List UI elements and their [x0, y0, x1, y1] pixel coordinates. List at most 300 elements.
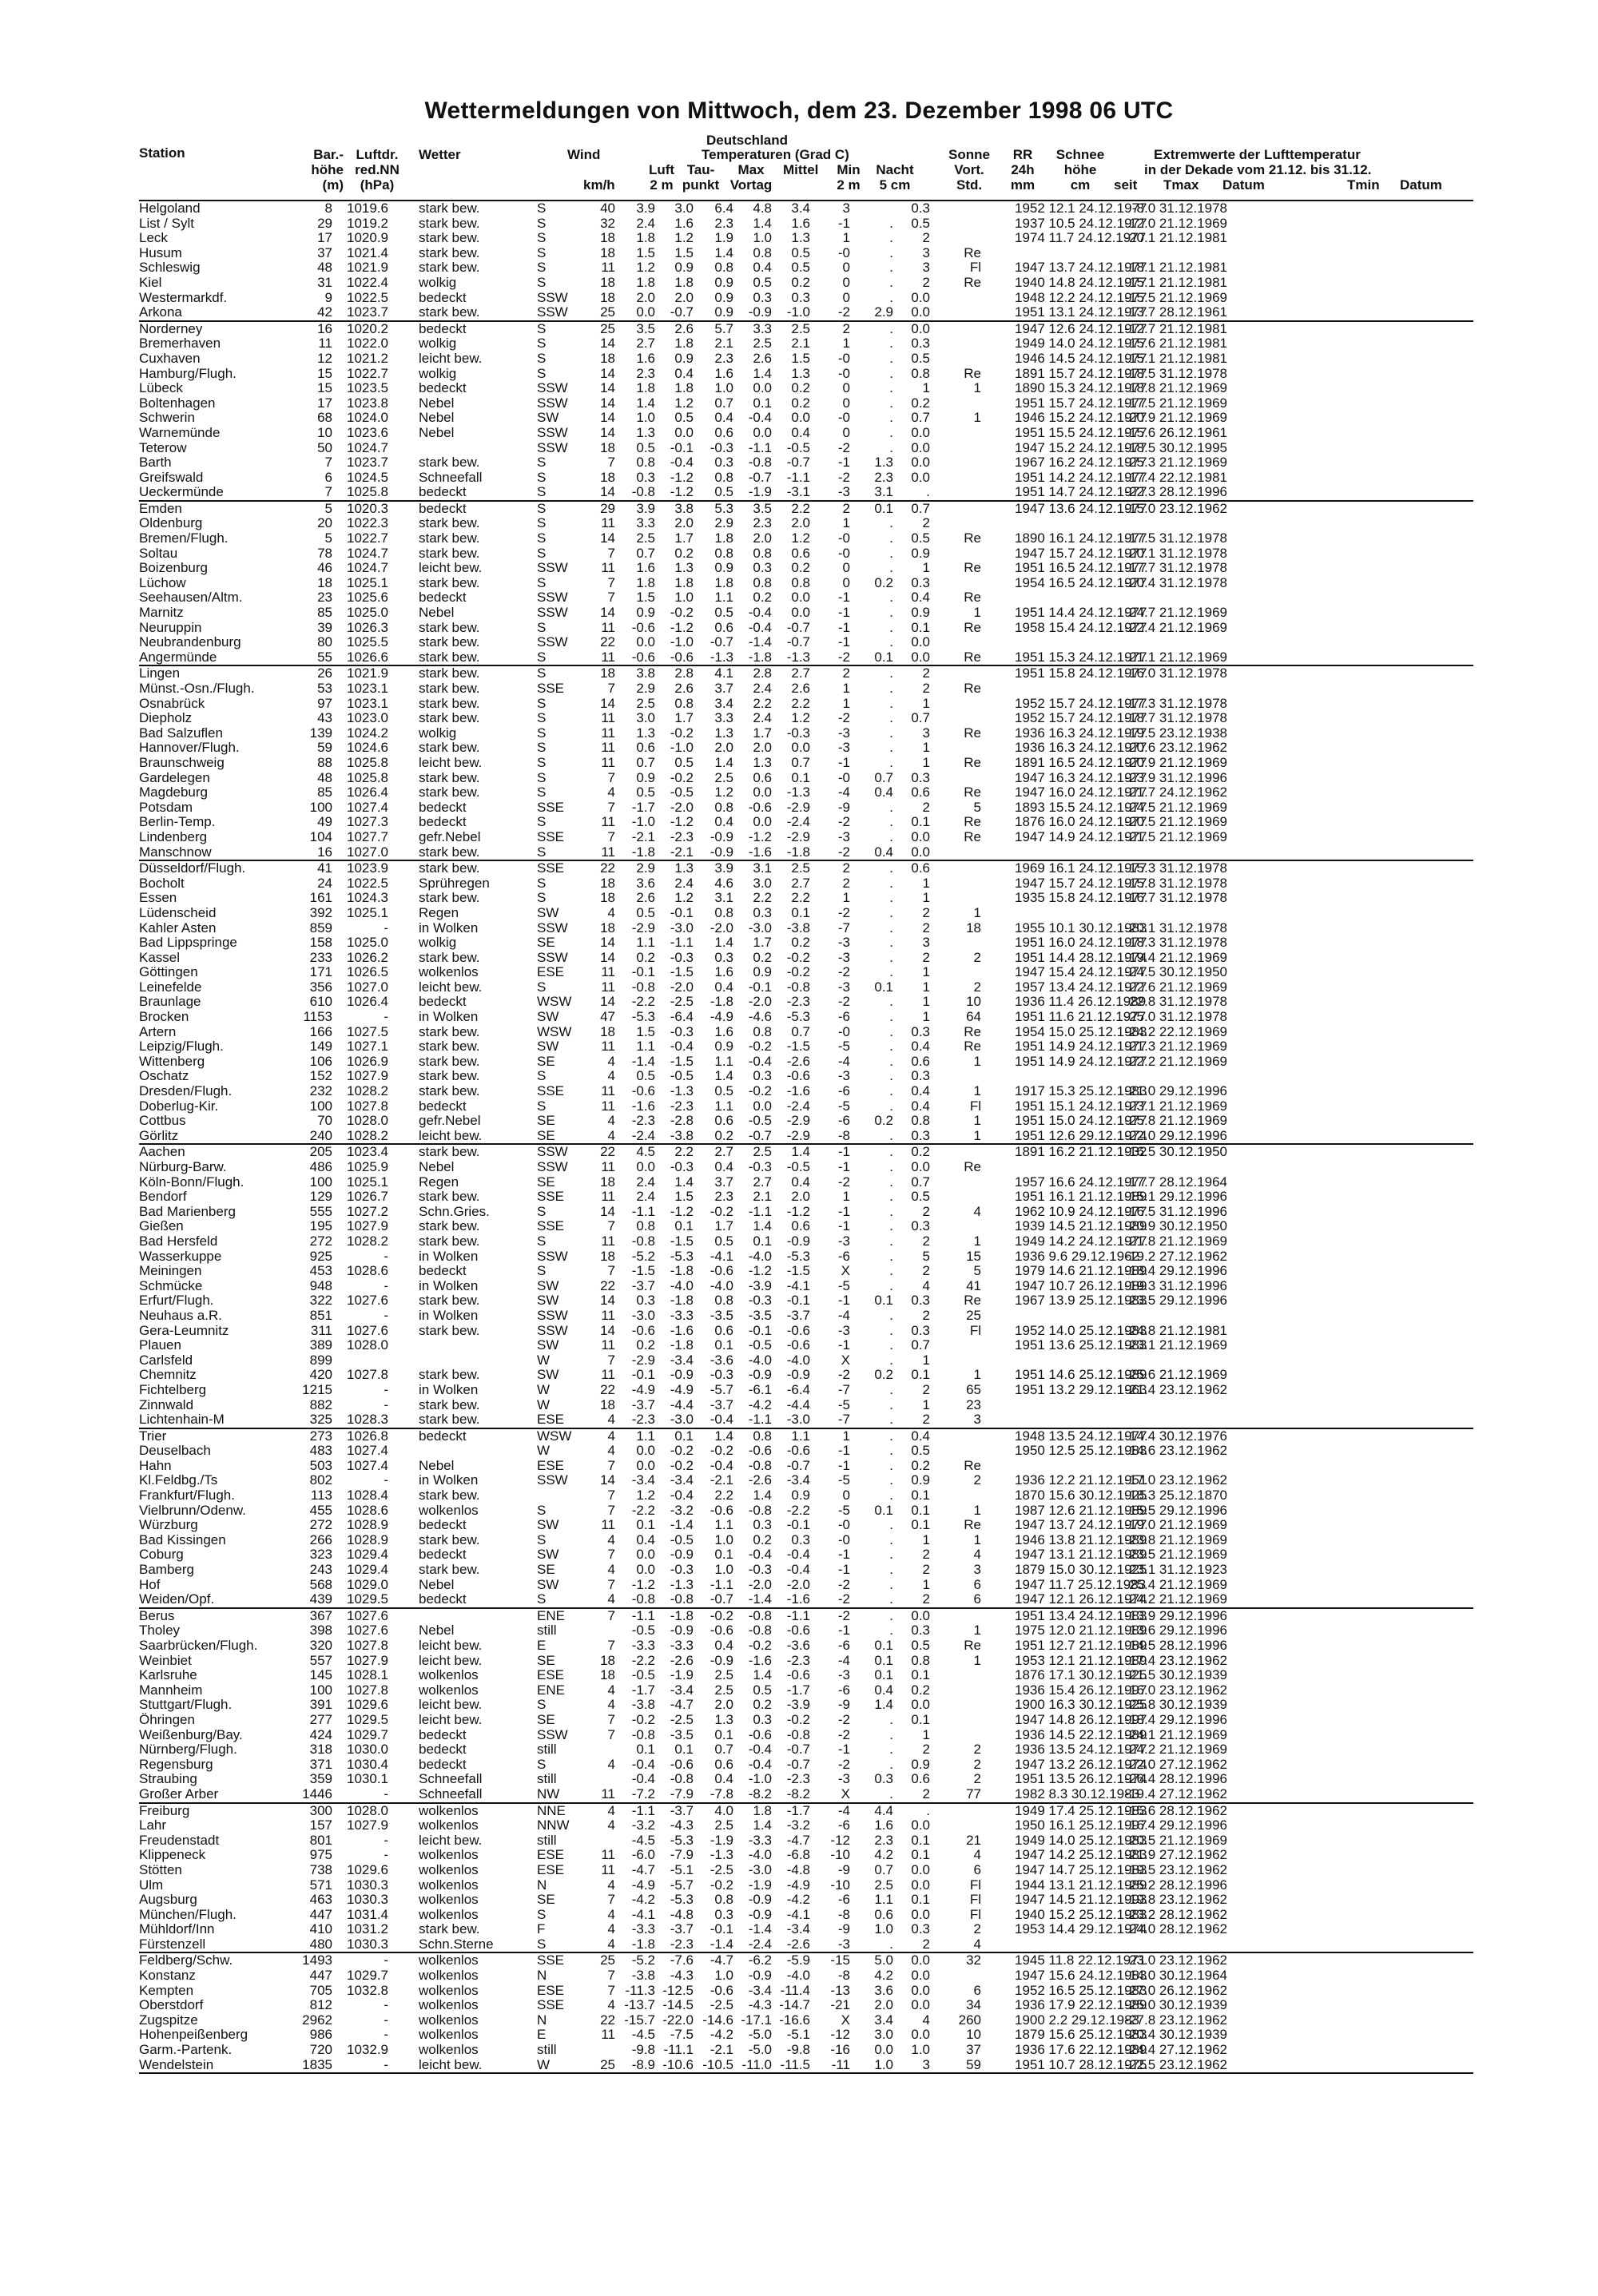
dew-point: -1.1	[670, 935, 694, 951]
station-name: Weinbiet	[139, 1652, 192, 1668]
station-name: Bad Hersfeld	[139, 1233, 218, 1249]
extreme-min: -20.4 31.12.1978	[1124, 574, 1227, 590]
weather: bedeckt	[419, 1756, 467, 1772]
min-2m: 0.1	[791, 904, 810, 920]
wind-direction: ESE	[537, 1847, 565, 1863]
precip: 0.0	[911, 469, 930, 485]
extreme-min: -18.5 30.12.1995	[1124, 439, 1227, 455]
barometer-height: 26	[317, 665, 332, 681]
mean-prev: -0.7	[748, 1127, 772, 1143]
max-prev: -0.3	[710, 1367, 733, 1383]
temp-air: 2.6	[636, 890, 655, 906]
dew-point: 0.1	[674, 1428, 694, 1444]
pressure: 1024.7	[347, 560, 388, 576]
station-name: Garm.-Partenk.	[139, 2042, 233, 2058]
dew-point: 0.4	[674, 365, 694, 381]
wind-speed: 14	[600, 1472, 615, 1488]
pressure: 1024.0	[347, 410, 388, 426]
temp-air: 1.6	[636, 350, 655, 366]
wind-direction: ENE	[537, 1607, 565, 1623]
table-row	[139, 1772, 1473, 1787]
min-5cm: -3	[837, 1667, 850, 1683]
precip: 0.0	[911, 828, 930, 844]
barometer-height: 705	[309, 1982, 332, 1998]
barometer-height: 1835	[302, 2056, 332, 2072]
wind-speed: 14	[600, 395, 615, 411]
station-name: Lahr	[139, 1817, 167, 1833]
precip: 0.0	[911, 304, 930, 320]
wind-direction: W	[537, 1396, 551, 1412]
min-5cm: -1	[837, 1203, 850, 1219]
table-row	[139, 830, 1473, 845]
mean-prev: -0.6	[748, 1443, 772, 1459]
min-2m: -8.2	[786, 1786, 810, 1801]
min-2m: 0.4	[791, 424, 810, 440]
min-5cm: -0	[837, 410, 850, 426]
sunshine: .	[889, 365, 893, 381]
table-row	[139, 650, 1473, 665]
station-name: Frankfurt/Flugh.	[139, 1488, 235, 1504]
min-2m: -5.3	[786, 1248, 810, 1264]
extreme-max: 1951 15.1 24.12.1977	[1015, 1098, 1147, 1114]
min-2m: 1.1	[791, 1428, 810, 1444]
table-row	[139, 1563, 1473, 1578]
sunshine: .	[889, 1053, 893, 1069]
extreme-min: -21.7 24.12.1962	[1124, 785, 1227, 800]
station-name: Kassel	[139, 949, 181, 965]
min-2m: -4.0	[786, 1968, 810, 1984]
mean-prev: 0.8	[753, 574, 772, 590]
dew-point: -0.7	[670, 304, 694, 320]
extreme-min: -14.5 28.12.1996	[1124, 1638, 1227, 1653]
dew-point: -3.3	[670, 1638, 694, 1653]
temp-air: -1.8	[631, 1936, 655, 1952]
sunshine: 5.0	[874, 1952, 893, 1968]
barometer-height: 59	[317, 740, 332, 756]
extreme-min: -20.5 21.12.1969	[1124, 814, 1227, 830]
precip: 0.1	[911, 1667, 930, 1683]
barometer-height: 610	[309, 994, 332, 1010]
precip: 0.0	[911, 1982, 930, 1998]
extreme-max: 1967 13.9 25.12.1983	[1015, 1293, 1147, 1309]
extreme-min: -18.8 21.12.1969	[1124, 380, 1227, 396]
barometer-height: 455	[309, 1502, 332, 1518]
weather: wolkenlos	[419, 2042, 479, 2058]
wind-direction: S	[537, 1233, 547, 1249]
weather: stark bew.	[419, 949, 480, 965]
station-name: Hamburg/Flugh.	[139, 365, 237, 381]
barometer-height: 463	[309, 1892, 332, 1908]
table-row	[139, 1084, 1473, 1099]
table-row	[139, 352, 1473, 367]
dew-point: -1.0	[670, 740, 694, 756]
extreme-max: 1951 14.4 24.12.1977	[1015, 605, 1147, 621]
min-2m: 3.4	[791, 201, 810, 216]
temp-air: -0.4	[631, 1771, 655, 1787]
table-row	[139, 1953, 1473, 1968]
pressure: 1021.9	[347, 260, 388, 276]
max-prev: 3.4	[714, 695, 733, 711]
wind-speed: 18	[600, 350, 615, 366]
dew-point: -0.6	[670, 649, 694, 665]
barometer-height: 232	[309, 1083, 332, 1099]
temp-air: 1.3	[636, 424, 655, 440]
extreme-max: 1936 11.4 26.12.1989	[1015, 994, 1147, 1010]
weather: Schneefall	[419, 1771, 483, 1787]
sunshine: 1.1	[874, 1892, 893, 1908]
wind-speed: 22	[600, 1144, 615, 1160]
precip: 0.8	[911, 1113, 930, 1129]
header-sonne-line3: Std.	[956, 177, 983, 193]
mean-prev: 0.2	[753, 1697, 772, 1713]
extreme-max: 1950 16.1 25.12.1997	[1015, 1817, 1147, 1833]
wind-speed: 11	[601, 710, 615, 726]
barometer-height: 555	[309, 1203, 332, 1219]
min-5cm: -1	[837, 1457, 850, 1473]
weather: bedeckt	[419, 590, 467, 606]
sunshine: 2.3	[874, 1832, 893, 1848]
max-prev: 0.9	[714, 289, 733, 305]
precip: 0.3	[911, 574, 930, 590]
extreme-max: 1870 15.6 30.12.1925	[1015, 1488, 1147, 1504]
wind-direction: S	[537, 530, 547, 546]
station-group	[139, 1952, 1473, 2074]
barometer-height: 2962	[302, 2012, 332, 2028]
min-5cm: -2	[837, 1367, 850, 1383]
station-name: Leinefelde	[139, 979, 202, 995]
wind-speed: 4	[607, 1802, 615, 1818]
temp-air: 0.3	[636, 469, 655, 485]
extreme-max: 1951 14.9 24.12.1977	[1015, 1039, 1147, 1055]
weather: stark bew.	[419, 1322, 480, 1338]
dew-point: 1.3	[674, 560, 694, 576]
min-2m: -2.4	[786, 814, 810, 830]
dew-point: 1.5	[674, 1189, 694, 1205]
snow: 4	[973, 1547, 981, 1563]
barometer-height: 55	[317, 649, 332, 665]
wind-direction: S	[537, 710, 547, 726]
min-5cm: 2	[842, 320, 850, 336]
temp-air: 2.5	[636, 530, 655, 546]
precip: 0.5	[911, 215, 930, 231]
weather: bedeckt	[419, 1726, 467, 1742]
extreme-max: 1951 13.5 26.12.1974	[1015, 1771, 1147, 1787]
mean-prev: 1.4	[753, 1218, 772, 1234]
precip: 3	[922, 725, 930, 741]
weather: wolkenlos	[419, 1817, 479, 1833]
max-prev: 1.9	[714, 230, 733, 246]
pressure: 1024.5	[347, 469, 388, 485]
temp-air: -5.2	[631, 1248, 655, 1264]
wind-speed: 14	[600, 1322, 615, 1338]
dew-point: -0.6	[670, 1756, 694, 1772]
extreme-max: 1940 15.2 25.12.1983	[1015, 1906, 1147, 1922]
table-row	[139, 1309, 1473, 1324]
weather: in Wolken	[419, 1248, 479, 1264]
min-5cm: 2	[842, 875, 850, 891]
extreme-max: 1947 14.9 24.12.1977	[1015, 828, 1147, 844]
extreme-min: -22.2 21.12.1969	[1124, 1053, 1227, 1069]
sunshine: .	[889, 1428, 893, 1444]
min-5cm: 2	[842, 500, 850, 516]
min-5cm: -1	[837, 1293, 850, 1309]
station-name: Vielbrunn/Odenw.	[139, 1502, 246, 1518]
max-prev: -0.9	[710, 844, 733, 860]
temp-air: 2.5	[636, 695, 655, 711]
extreme-max: 1951 16.0 24.12.1977	[1015, 935, 1147, 951]
min-5cm: 1	[842, 515, 850, 531]
pressure: -	[384, 1381, 388, 1397]
snow: 1	[973, 1233, 981, 1249]
weather: leicht bew.	[419, 979, 483, 995]
wind-direction: S	[537, 740, 547, 756]
pressure: 1026.7	[347, 1189, 388, 1205]
pressure: 1027.4	[347, 1457, 388, 1473]
dew-point: -1.3	[670, 1576, 694, 1592]
table-row	[139, 1412, 1473, 1428]
header-rr	[1004, 147, 1042, 193]
weather: wolkenlos	[419, 1982, 479, 1998]
table-row	[139, 1758, 1473, 1773]
weather: Sprühregen	[419, 875, 490, 891]
sunshine: 1.3	[874, 455, 893, 471]
station-name: Boizenburg	[139, 560, 209, 576]
table-row	[139, 276, 1473, 291]
wind-direction: SSW	[537, 289, 568, 305]
precip: 0.7	[911, 1174, 930, 1190]
dew-point: 1.8	[674, 274, 694, 290]
snow: 23	[966, 1396, 981, 1412]
barometer-height: 391	[309, 1697, 332, 1713]
extreme-max: 1893 15.5 24.12.1977	[1015, 799, 1147, 815]
table-row	[139, 1908, 1473, 1923]
max-prev: 2.0	[714, 1697, 733, 1713]
min-5cm: -6	[837, 1817, 850, 1833]
barometer-height: 300	[309, 1802, 332, 1818]
wind-speed: 7	[607, 574, 615, 590]
dew-point: -1.2	[670, 469, 694, 485]
table-row	[139, 426, 1473, 441]
min-2m: -0.7	[786, 619, 810, 635]
min-2m: -0.8	[786, 1726, 810, 1742]
mean-prev: 0.3	[753, 1517, 772, 1533]
pressure: -	[384, 920, 388, 935]
sunshine: .	[889, 665, 893, 681]
min-2m: 0.0	[791, 590, 810, 606]
mean-prev: 0.6	[753, 769, 772, 785]
extreme-min: -20.5 21.12.1969	[1124, 1832, 1227, 1848]
max-prev: 1.0	[714, 1562, 733, 1578]
extreme-min: -12.0 21.12.1969	[1124, 215, 1227, 231]
barometer-height: 812	[309, 1997, 332, 2013]
pressure: 1023.1	[347, 695, 388, 711]
max-prev: -0.7	[710, 634, 733, 650]
sunshine: .	[889, 740, 893, 756]
table-row	[139, 1069, 1473, 1084]
min-5cm: 1	[842, 1428, 850, 1444]
min-2m: 0.2	[791, 935, 810, 951]
mean-prev: -0.5	[748, 1337, 772, 1353]
pressure: 1025.8	[347, 754, 388, 770]
wind-direction: S	[537, 1697, 547, 1713]
sunshine: .	[889, 964, 893, 980]
min-2m: -4.0	[786, 1352, 810, 1368]
precip: 1	[922, 994, 930, 1010]
sunshine: .	[889, 560, 893, 576]
min-2m: -0.3	[786, 725, 810, 741]
weather: stark bew.	[419, 649, 480, 665]
station-name: Stuttgart/Flugh.	[139, 1697, 233, 1713]
pressure: 1028.2	[347, 1127, 388, 1143]
min-5cm: -5	[837, 1039, 850, 1055]
precip: 0.5	[911, 530, 930, 546]
dew-point: -5.7	[670, 1877, 694, 1893]
min-2m: -4.4	[786, 1396, 810, 1412]
pressure: 1022.5	[347, 289, 388, 305]
table-row	[139, 1533, 1473, 1548]
min-5cm: 2	[842, 665, 850, 681]
extreme-max: 1957 13.4 24.12.1977	[1015, 979, 1147, 995]
mean-prev: -0.2	[748, 1083, 772, 1099]
extreme-max: 1982 8.3 30.12.1983	[1015, 1786, 1139, 1801]
barometer-height: 557	[309, 1652, 332, 1668]
table-row	[139, 455, 1473, 471]
header-bar-line1: Bar.-	[313, 147, 344, 162]
wind-speed: 14	[600, 336, 615, 352]
extreme-max: 1946 13.8 21.12.1989	[1015, 1531, 1147, 1547]
barometer-height: 371	[309, 1756, 332, 1772]
wind-direction: SSW	[537, 1248, 568, 1264]
weather: stark bew.	[419, 665, 480, 681]
min-5cm: 1	[842, 695, 850, 711]
wind-direction: S	[537, 875, 547, 891]
weather: wolkig	[419, 336, 457, 352]
temp-air: 1.1	[636, 1039, 655, 1055]
mean-prev: 0.5	[753, 1682, 772, 1698]
station-name: Fürstenzell	[139, 1936, 206, 1952]
extreme-min: -23.1 21.12.1969	[1124, 1098, 1227, 1114]
pressure: -	[384, 1847, 388, 1863]
wind-direction: SW	[537, 904, 559, 920]
extreme-max: 1951 14.4 28.12.1974	[1015, 949, 1147, 965]
dew-point: 1.7	[674, 530, 694, 546]
min-5cm: -1	[837, 1547, 850, 1563]
station-name: Bad Kissingen	[139, 1531, 226, 1547]
barometer-height: 100	[309, 799, 332, 815]
sunshine: .	[889, 230, 893, 246]
sunshine: .	[889, 814, 893, 830]
barometer-height: 899	[309, 1352, 332, 1368]
header-dekade: in der Dekade vom 21.12. bis 31.12.	[1144, 162, 1372, 177]
mean-prev: -2.0	[748, 994, 772, 1010]
min-2m: -0.6	[786, 1322, 810, 1338]
weather: Nebel	[419, 1457, 455, 1473]
extreme-max: 1947 15.2 24.12.1977	[1015, 439, 1147, 455]
pressure: 1024.3	[347, 890, 388, 906]
weather: bedeckt	[419, 1742, 467, 1758]
min-5cm: -9	[837, 1697, 850, 1713]
weather: Regen	[419, 1174, 459, 1190]
pressure: 1027.4	[347, 799, 388, 815]
wind-direction: S	[537, 1936, 547, 1952]
weather: Schn.Gries.	[419, 1203, 490, 1219]
min-2m: 2.2	[791, 500, 810, 516]
precip: 0.0	[911, 1607, 930, 1623]
station-group	[139, 665, 1473, 860]
max-prev: -3.6	[710, 1352, 733, 1368]
min-2m: -2.3	[786, 1771, 810, 1787]
table-row	[139, 216, 1473, 232]
snow: Re	[964, 754, 981, 770]
wind-speed: 22	[600, 1277, 615, 1293]
wind-direction: SE	[537, 1652, 555, 1668]
extreme-max: 1952 15.7 24.12.1977	[1015, 695, 1147, 711]
pressure: 1028.0	[347, 1802, 388, 1818]
extreme-max: 1947 11.7 25.12.1983	[1015, 1576, 1147, 1592]
precip: 0.7	[911, 710, 930, 726]
table-row	[139, 531, 1473, 546]
dew-point: -5.3	[670, 1892, 694, 1908]
table-row	[139, 516, 1473, 531]
min-2m: -0.2	[786, 949, 810, 965]
max-prev: -0.7	[710, 1591, 733, 1607]
snow: 37	[966, 2042, 981, 2058]
wind-direction: SSE	[537, 860, 565, 876]
snow: 4	[973, 1203, 981, 1219]
wind-direction: SW	[537, 410, 559, 426]
wind-speed: 7	[607, 1263, 615, 1279]
station-group	[139, 1607, 1473, 1802]
weather: leicht bew.	[419, 1697, 483, 1713]
sunshine: .	[889, 1322, 893, 1338]
min-2m: -0.2	[786, 964, 810, 980]
table-row	[139, 800, 1473, 816]
sunshine: 3.6	[874, 1982, 893, 1998]
precip: 1	[922, 1009, 930, 1025]
station-name: Leipzig/Flugh.	[139, 1039, 224, 1055]
precip: 0.9	[911, 1756, 930, 1772]
dew-point: -22.0	[662, 2012, 694, 2028]
precip: 0.1	[911, 1502, 930, 1518]
extreme-min: -19.5 23.12.1962	[1124, 1861, 1227, 1877]
temp-air: -1.7	[631, 799, 655, 815]
precip: 2	[922, 665, 930, 681]
min-2m: 1.3	[791, 365, 810, 381]
pressure: 1031.4	[347, 1906, 388, 1922]
weather: stark bew.	[419, 1023, 480, 1039]
max-prev: -0.2	[710, 1203, 733, 1219]
extreme-min: -18.4 29.12.1996	[1124, 1711, 1227, 1727]
wind-direction: SSW	[537, 304, 568, 320]
snow: 10	[966, 2027, 981, 2043]
pressure: 1026.9	[347, 1053, 388, 1069]
min-5cm: -7	[837, 920, 850, 935]
sunshine: .	[889, 605, 893, 621]
temp-air: 0.0	[636, 1562, 655, 1578]
precip: 0.3	[911, 201, 930, 216]
table-row	[139, 396, 1473, 411]
temp-air: 0.0	[636, 634, 655, 650]
wind-direction: SW	[537, 1337, 559, 1353]
min-2m: 0.2	[791, 380, 810, 396]
table-row	[139, 741, 1473, 756]
temp-air: 1.1	[636, 1428, 655, 1444]
weather: stark bew.	[419, 1039, 480, 1055]
extreme-max: 1951 14.2 24.12.1977	[1015, 469, 1147, 485]
min-5cm: -1	[837, 634, 850, 650]
wind-speed: 11	[601, 1307, 615, 1323]
temp-air: -0.6	[631, 619, 655, 635]
